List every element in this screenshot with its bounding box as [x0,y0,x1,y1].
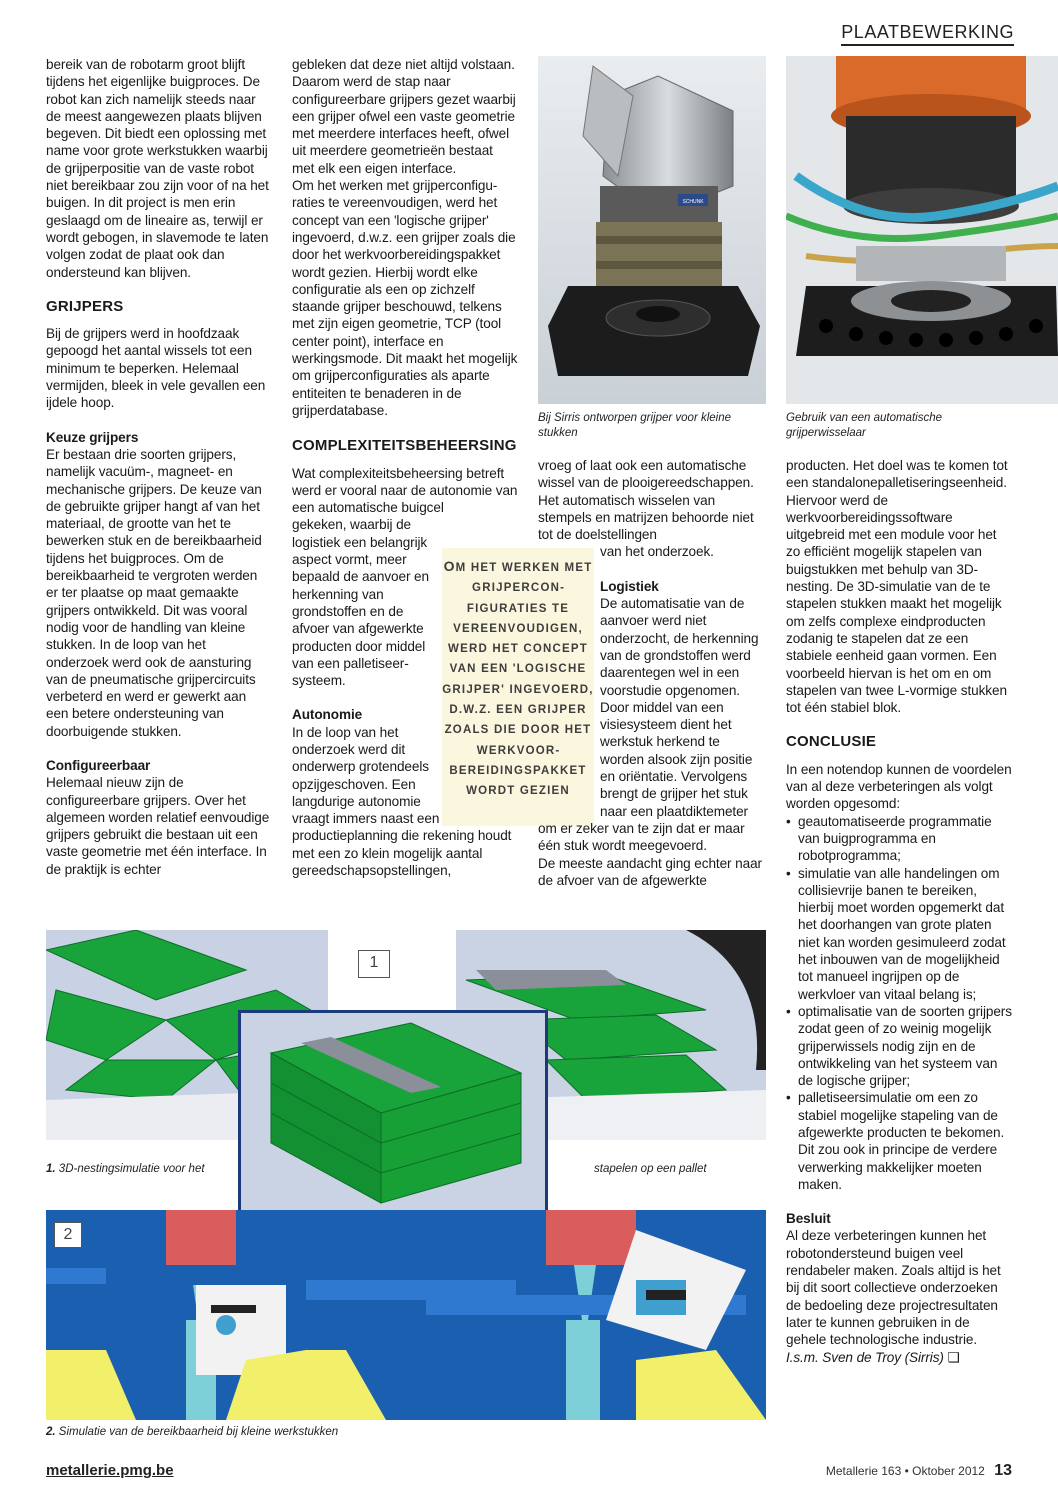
issue-info: Metallerie 163 • Oktober 2012 [825,1464,985,1478]
paragraph: vraagt immers naast een productieplanning die rekening houdt met een zo klein mogelijk aantal gereedschapsopstellingen, [292,811,512,879]
heading-grijpers: GRIJPERS [46,297,124,315]
figure-1-number: 1 [358,950,390,978]
text-column-1 [46,56,272,878]
figure-2-caption-text: Simulatie van de bereikbaarheid bij kleine werkstukken [58,1426,339,1438]
heading-conclusie: CONCLUSIE [786,733,877,751]
author-credit [786,1349,1012,1366]
figure-1-caption-number: 1. [46,1163,56,1175]
figure-2-left [46,1210,306,1420]
subheading-besluit: Besluit [786,1211,831,1227]
tool-changer-illustration [786,56,1058,404]
section-tag: PLAATBEWERKING [841,22,1014,46]
paragraph: producten. Het doel was te komen tot een standalonepalletiseringseenheid. Hiervoor werd de werkvoorbereidingssoftware uitgebreid met een module voor het zo efficiënt mogelijk stapelen van buigstukken met behulp van 3D-nesting. De 3D-simulatie van de te stapelen stukken maakt het mogelijk om zelfs complexe eindproducten zodanig te stapelen dat ze een stabiele eenheid gaan vormen. Een voorbeeld hiervan is het om en om stapelen van twee L-vormige stukken tot één stabiel blok. [786,458,1008,716]
list-item: • optimalisatie van de soorten grijpers zodat geen of zo weinig mogelijk grijperwissels nodig zijn en de ontwikkeling van het systeem van de logische grijper; [786,1003,1012,1089]
figure-1-caption-text: 3D-nestingsimulatie voor het [58,1163,205,1175]
paragraph: De automatisatie van de aanvoer werd niet onderzocht, de herkenning van de grondstoffen werd daarentegen wel in een voorstudie opgenomen. Door middel van een visiesysteem dient het werkstuk herkend te worden alsook zijn positie en oriëntatie. Vervolgens brengt de grijper het stuk naar een plaatdiktemeter [600,596,759,819]
figure-2-number: 2 [54,1222,82,1248]
figure-2-caption [46,1425,546,1440]
figure-1-inset [238,1010,548,1216]
figure-1-caption-right: stapelen op een pallet [594,1163,707,1175]
conclusion-list [786,813,1012,1194]
photo-gripper [538,56,766,404]
footer-issue [826,1462,1012,1480]
paragraph: Wat complexiteitsbeheersing betreft werd er vooral naar de autonomie van een automatische buigcel [292,465,518,516]
figure-1-caption-left [46,1162,246,1177]
figure-1-middle [328,930,456,980]
paragraph: Helemaal nieuw zijn de configureerbare grijpers. Over het algemeen worden relatief eenvoudige grijpers gebruikt die bestaan uit een vaste geometrie met één interface. In de praktijk is echter [46,775,270,877]
list-item: • simulatie van alle handelingen om collisievrije banen te bereiken, hierbij moet worden opgemerkt dat het doorhangen van grote platen niet kan worden gesimuleerd zodat het inbouwen van de mogelijkheid tot manueel ingrijpen op de werkvloer van vitaal belang is; [786,865,1012,1003]
pull-quote-text: OM HET WERKEN MET GRIJPERCONFIGURATIES TE VEREENVOUDIGEN, WERD HET CONCEPT VAN EEN 'LOGISCHE GRIJPER' INGEVOERD, D.W.Z. EEN GRIJPER ZOALS DIE DOOR HET WERKVOORBEREIDINGSPAKKET WORDT GEZIEN [442,558,594,798]
photo-tool-changer [786,56,1058,404]
heading-complexiteitsbeheersing: COMPLEXITEITSBEHEERSING [292,437,517,455]
subheading-configureerbaar: Configureerbaar [46,757,151,773]
paragraph: van het onderzoek. [600,544,714,560]
website-link[interactable]: metallerie.pmg.be [46,1462,174,1479]
page-number: 13 [994,1462,1012,1479]
paragraph: In een notendop kunnen de voordelen van al deze verbeteringen als volgt worden opgesomd: [786,761,1012,812]
text-column-4 [786,457,1012,1366]
figure-2-right [306,1210,766,1420]
paragraph: De meeste aandacht ging echter naar de afvoer van de afgewerkte [538,855,762,888]
end-mark-icon: ❑ [947,1349,960,1365]
subheading-keuze-grijpers: Keuze grijpers [46,429,139,445]
paragraph: Om het werken met grijperconfiguraties te vereenvoudigen, werd het concept van een 'logische grijper' ingevoerd, d.w.z. een grijper zoals die door het werkvoorbereidingspakket wordt gezien. Hierbij wordt elke configuratie als een op zichzelf staande grijper beschouwd, telkens met zijn eigen geometrie, TCP (tool center point), interface en werkingsmode. Dit maakt het mogelijk om grijperconfiguraties als aparte entiteiten te benaderen in de grijperdatabase. [292,178,518,418]
paragraph: Er bestaan drie soorten grijpers, namelijk vacuüm-, magneet- en mechanische grijpers. De keuze van de gebruikte grijper hangt af van het materiaal, de grootte van het te bewerken stuk en de bereikbaarheid tijdens het buigproces. Om de bereikbaarheid te vergroten werden er ter plaatse op maat gemaakte grijpers ontwikkeld. Dit was vooral nodig voor de handling van kleine stukken. In de loop van het onderzoek werd ook de aansturing van de pneumatische grijpercircuits verbeterd en werd er gewerkt aan een betere ondersteuning van doorbuigende stukken. [46,446,262,739]
list-item: • geautomatiseerde programmatie van buigprogramma en robotprogramma; [786,813,1012,865]
paragraph: vroeg of laat ook een automatische wissel van de plooigereedschappen. Het automatisch wisselen van stempels en matrijzen behoorde niet tot de doelstellingen [538,458,754,543]
paragraph: om er zeker van te zijn dat er maar één stuk wordt meegevoerd. [538,820,745,854]
figure-2-caption-number: 2. [46,1426,56,1438]
paragraph: Al deze verbeteringen kunnen het robotondersteund buigen veel rendabeler maken. Zoals altijd is het bij dit soort collectieve onderzoeken de bedoeling deze projectresultaten later te kunnen gebruiken in de gehele technologische industrie. [786,1228,1001,1348]
author-name: I.s.m. Sven de Troy (Sirris) [786,1349,944,1365]
gripper-illustration [538,56,766,404]
paragraph: gekeken, waarbij de logistiek een belangrijk aspect vormt, meer bepaald de aanvoer en herkenning van grondstoffen en de afvoer van afgewerkte producten door middel van een palletiseersysteem. [292,517,429,689]
paragraph: Bij de grijpers werd in hoofdzaak gepoogd het aantal wissels tot een minimum te beperken. Helemaal vermijden, bleek in vele gevallen een ijdele hoop. [46,326,266,411]
text-column-3 [538,457,764,889]
paragraph: gebleken dat deze niet altijd volstaan. Daarom werd de stap naar configureerbare grijpers gezet waarbij een grijper ofwel een vaste geometrie met meerdere interfaces heeft, ofwel uit meerdere geometrieën bestaat met elk een eigen interface. [292,57,516,176]
subheading-autonomie: Autonomie [292,707,363,723]
subheading-logistiek: Logistiek [600,578,659,594]
paragraph: bereik van de robotarm groot blijft tijdens het eigenlijke buigproces. De robot kan zich namelijk steeds naar de meest aangewezen plaats blijven begeven. Dit biedt een oplossing met name voor grote werkstukken waarbij de grijperpositie van de vaste robot niet bereikbaar zou zijn voor of na het buigen. In dit project is men erin geslaagd om de lineaire as, terwijl er wordt gebogen, in slavemode te laten volgen zodat de plaat ook dan ondersteund kan blijven. [46,57,269,280]
paragraph: In de loop van het onderzoek werd dit onderwerp grotendeels opzijgeschoven. Een langdurige autonomie [292,724,429,809]
photo-gripper-caption: Bij Sirris ontworpen grijper voor kleine stukken [538,412,732,439]
gripper-logo: SCHUNK [682,199,704,205]
list-item: • palletiseersimulatie om een zo stabiel mogelijke stapeling van de afgewerkte producten te bekomen. Dit zou ook in principe de verdere verwerking makkelijker moeten maken. [786,1089,1012,1193]
photo-tool-changer-caption: Gebruik van een automatische grijperwisselaar [786,412,942,439]
